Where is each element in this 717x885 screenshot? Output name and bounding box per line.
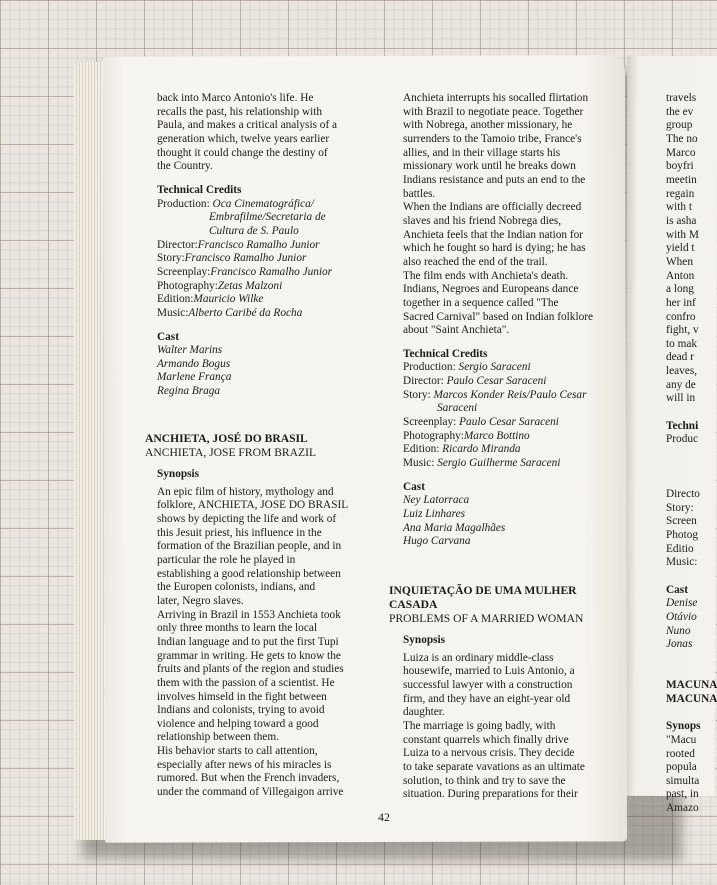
text-line: housewife, married to Luis Antonio, a [403, 665, 575, 678]
text-line: Anton [666, 269, 695, 282]
text-line [666, 474, 706, 488]
text-line: Anchieta interrupts his socalled flirtation [403, 92, 589, 104]
credit-screenplay: Screenplay: Paulo Cesar Saraceni [403, 416, 559, 429]
text-line: Anchieta feels that the Indian nation for [403, 228, 584, 241]
film-title-anchieta: ANCHIETA, JOSÉ DO BRASIL ANCHIETA, JOSE FROM BRAZIL [145, 432, 317, 459]
text-line: rooted [666, 747, 695, 760]
film-title-inquietacao: INQUIETAÇÃO DE UMA MULHER CASADA PROBLEMS OF A MARRIED WOMAN [389, 584, 584, 625]
text-line: successful lawyer with a construction [403, 678, 573, 691]
text-line: thought it could change the destiny of [157, 146, 328, 159]
text-line: shows by depicting the life and work of [157, 512, 337, 525]
credits-heading: Technical Credits [157, 183, 242, 196]
text-line: An epic film of history, mythology and [157, 485, 334, 498]
text-line [666, 461, 706, 475]
text-line: them with the passion of a scientist. He [157, 676, 335, 689]
cast-member: Luiz Linhares [403, 508, 466, 521]
text-line: Nuno [666, 624, 691, 637]
text-line: the Country. [157, 160, 213, 173]
text-line: Arriving in Brazil in 1553 Anchieta took [157, 608, 341, 621]
text-line: surrenders to the Tamoio tribe, France's [403, 132, 582, 145]
text-line: meetin [666, 173, 697, 186]
text-line [666, 652, 706, 666]
text-line: Produc [666, 433, 699, 446]
text-line: fruits and plants of the region and studies [157, 663, 344, 676]
text-line: under the command of Villegaigon arrive [157, 786, 344, 799]
cast-member: Hugo Carvana [403, 535, 471, 548]
credit-story: Story: Francisco Ramalho Junior [157, 252, 307, 265]
text-line: the Europen colonists, indians, and [157, 581, 316, 594]
text-line: yield t [666, 242, 695, 255]
credit-story: Story: Marcos Konder Reis/Paulo Cesar [403, 388, 587, 401]
text-line: Luiza to a nervous crisis. They decide [403, 747, 575, 760]
text-line: the ev [666, 105, 694, 118]
text-line: solution, to think and try to save the [403, 774, 566, 787]
text-line: daughter. [403, 706, 445, 719]
text-line: dead r [666, 351, 694, 364]
text-line: boyfri [666, 160, 694, 173]
text-line: When the Indians are officially decreed [403, 201, 582, 214]
text-line: later, Negro slaves. [157, 594, 244, 607]
text-line: particular the role he played in [157, 553, 296, 566]
inquietacao-synopsis [403, 634, 608, 802]
text-line: establishing a good relationship between [157, 567, 341, 580]
synopsis-heading: Synopsis [157, 468, 200, 480]
text-line: to take separate vavations as an ultimate [403, 760, 585, 773]
text-line: When [666, 255, 693, 268]
cast-list [157, 344, 367, 399]
text-line: Techni [666, 419, 699, 432]
text-line: Directo [666, 488, 700, 501]
text-line: Screen [666, 515, 697, 528]
text-line: The marriage is going badly, with [403, 719, 556, 732]
cast-heading: Cast [403, 480, 425, 493]
text-line: situation. During preparations for their [403, 788, 578, 801]
text-line: travels [666, 92, 697, 104]
text-line: with t [666, 201, 693, 214]
text-line: also reached the end of the trail. [403, 255, 548, 268]
text-line: slaves and his friend Nobrega dies, [403, 214, 562, 227]
text-line: Synops [666, 720, 701, 733]
text-line: which he fought so hard is dying; he has [403, 242, 586, 255]
text-line: violence and helping toward a good [157, 717, 319, 730]
text-line: constant quarrels which finally drive [403, 733, 569, 746]
text-line [666, 666, 706, 680]
text-line: any de [666, 378, 696, 391]
text-line: Indians, Negroes and Europeans dance [403, 283, 579, 296]
credit-photography: Photography: Zetas Malzoni [157, 279, 283, 292]
text-line: is asha [666, 214, 697, 227]
column-right-partial [666, 92, 717, 816]
text-line [666, 570, 706, 584]
text-line: with M [666, 228, 699, 241]
text-line: Paula, and makes a critical analysis of a [157, 119, 338, 132]
cast-member: Marlene França [157, 371, 232, 384]
credit-production-line: Embrafilme/Secretaria de [209, 211, 326, 224]
text-line: His behavior starts to call attention, [157, 745, 318, 758]
text-line: missionary work until he breaks down [403, 160, 576, 173]
text-line: this Jesuit priest, his influence in the [157, 526, 322, 539]
cast-heading: Cast [157, 330, 179, 343]
text-line: Luiza is an ordinary middle-class [403, 651, 554, 664]
text-line: grammar in writing. He gets to know the [157, 649, 341, 662]
text-line: with Nobrega, another missionary, he [403, 119, 573, 132]
text-line: generation which, twelve years earlier [157, 132, 330, 145]
page-number: 42 [378, 810, 390, 824]
credits-heading: Technical Credits [403, 347, 488, 360]
cast-member: Armando Bogus [157, 357, 231, 370]
text-line: Otávio [666, 610, 697, 623]
text-line: MACUNA [666, 692, 717, 705]
text-line: battles. [403, 187, 436, 200]
cast-member: Ney Latorraca [403, 494, 470, 507]
cast-member: Regina Braga [157, 385, 221, 398]
credit-director: Director: Paulo Cesar Saraceni [403, 375, 547, 388]
text-line: Indians and colonists, trying to avoid [157, 704, 325, 717]
text-line: allies, and in their village starts his [403, 146, 561, 159]
text-line: together in a sequence called "The [403, 296, 559, 309]
column-left [157, 92, 367, 399]
text-line: Editio [666, 542, 694, 555]
credit-edition: Edition: Mauricio Wilke [157, 293, 264, 306]
text-line: her inf [666, 296, 696, 309]
text-line: Indians resistance and puts an end to the [403, 173, 586, 186]
text-line: Jonas [666, 638, 693, 651]
text-line: confro [666, 310, 696, 323]
text-line: regain [666, 187, 695, 200]
credit-production: Production: Sergio Saraceni [403, 361, 531, 374]
text-line: Photog [666, 529, 699, 541]
column-middle [403, 92, 608, 549]
text-line: past, in [666, 788, 699, 801]
text-line: "Macu [666, 733, 697, 746]
credit-story-line: Saraceni [437, 402, 478, 415]
text-line: popula [666, 761, 697, 774]
text-line: Sacred Carnival" based on Indian folklore [403, 310, 594, 323]
text-line: Music: [666, 556, 698, 569]
text-line: fight, v [666, 324, 699, 337]
text-line: The no [666, 132, 698, 145]
credit-photography: Photography: Marco Bottino [403, 429, 530, 442]
text-line: The film ends with Anchieta's death. [403, 269, 569, 282]
credit-edition: Edition: Ricardo Miranda [403, 443, 521, 456]
text-line [666, 406, 706, 420]
text-line: MACUNA [666, 679, 717, 692]
text-line: recalls the past, his relationship with [157, 105, 323, 118]
text-line: rumored. But when the French invaders, [157, 772, 340, 785]
text-line [666, 447, 706, 461]
text-line: Marco [666, 146, 696, 159]
text-line: a long [666, 283, 694, 296]
text-line: to mak [666, 337, 698, 350]
text-line: especially after news of his miracles is [157, 758, 332, 771]
text-line: Indian language and to put the first Tupi [157, 635, 339, 648]
text-line [666, 707, 706, 721]
text-line: back into Marco Antonio's life. He [157, 92, 314, 104]
credit-music: Music: Sergio Guilherme Saraceni [403, 457, 561, 470]
anchieta-synopsis [157, 468, 367, 800]
text-line: group [666, 119, 693, 132]
text-line: only three months to learn the local [157, 622, 317, 635]
cast-member: Ana Maria Magalhães [403, 521, 506, 534]
text-line: Amazo [666, 802, 699, 815]
credit-music: Music: Alberto Caribé da Rocha [157, 306, 303, 319]
credit-screenplay: Screenplay: Francisco Ramalho Junior [157, 265, 333, 278]
text-line: involves himseld in the fight between [157, 690, 327, 703]
intro-text [157, 92, 367, 174]
text-line: Cast [666, 583, 688, 596]
text-line: Story: [666, 501, 694, 514]
text-line: simulta [666, 774, 700, 787]
text-line: leaves, [666, 365, 698, 378]
text-line: relationship between them. [157, 731, 280, 744]
synopsis-heading: Synopsis [403, 634, 446, 646]
cast-member: Walter Marins [157, 344, 223, 357]
credit-director: Director: Francisco Ramalho Junior [157, 238, 320, 251]
credit-production-line: Cultura de S. Paulo [209, 224, 299, 237]
text-line: about "Saint Anchieta". [403, 324, 510, 337]
credit-production: Production: Oca Cinematográfica/ [157, 197, 314, 210]
text-line: folklore, ANCHIETA, JOSE DO BRASIL [157, 499, 349, 512]
text-line: Denise [666, 597, 698, 610]
cast-list [403, 494, 608, 549]
text-line: formation of the Brazilian people, and in [157, 540, 342, 553]
text-line: will in [666, 392, 696, 405]
text-line: with Brazil to negotiate peace. Together [403, 105, 584, 118]
text-line: firm, and they have an eight-year old [403, 692, 571, 705]
